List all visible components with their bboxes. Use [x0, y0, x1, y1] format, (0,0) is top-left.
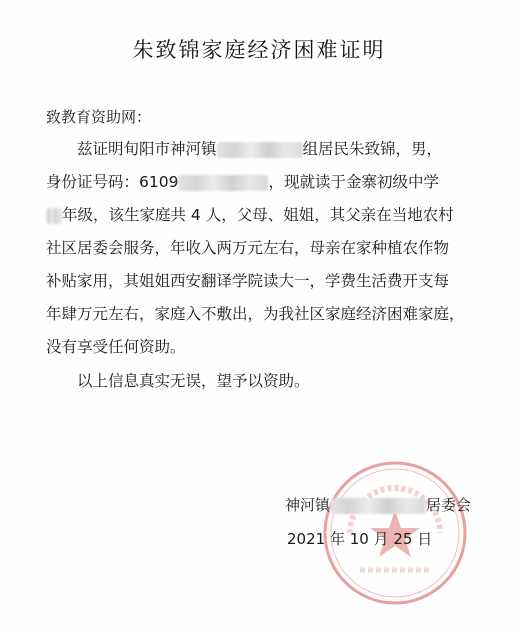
redacted-address: [217, 142, 303, 158]
document-title: 朱致锦家庭经济困难证明: [132, 38, 386, 62]
line-1-text-b: 组居民朱致锦，男，: [302, 140, 443, 158]
paragraph-line-3: [46, 205, 454, 225]
paragraph-line-7: 没有享受任何资助。: [46, 338, 186, 356]
line-2-text-b: ，现就读于金寨初级中学: [268, 173, 439, 191]
paragraph-line-1: [77, 139, 442, 159]
signature-text-b: 居委会: [426, 496, 472, 514]
redacted-committee-name: [330, 498, 426, 514]
salutation: 致教育资助网：: [46, 108, 152, 126]
issue-date: 2021 年 10 月 25 日: [287, 530, 433, 548]
signature-text-a: 神河镇: [285, 496, 331, 514]
redacted-id-number: [178, 175, 268, 191]
paragraph-line-6: 年肆万元左右，家庭入不敷出，为我社区家庭经济困难家庭，: [46, 305, 465, 323]
signature-line: [285, 494, 471, 515]
line-1-text-a: 兹证明旬阳市神河镇: [77, 140, 217, 158]
line-3-text: 年级，该生家庭共 4 人，父母、姐姐，其父亲在当地农村: [62, 206, 454, 224]
paragraph-line-5: 补贴家用，其姐姐西安翻译学院读大一，学费生活费开支每: [46, 272, 450, 290]
line-2-text-a: 身份证号码：6109: [46, 173, 179, 191]
paragraph-line-2: [46, 172, 439, 192]
paragraph-line-8: 以上信息真实无误，望予以资助。: [77, 372, 310, 390]
paragraph-line-4: 社区居委会服务，年收入两万元左右，母亲在家种植农作物: [46, 239, 450, 257]
redacted-grade: [46, 208, 62, 224]
